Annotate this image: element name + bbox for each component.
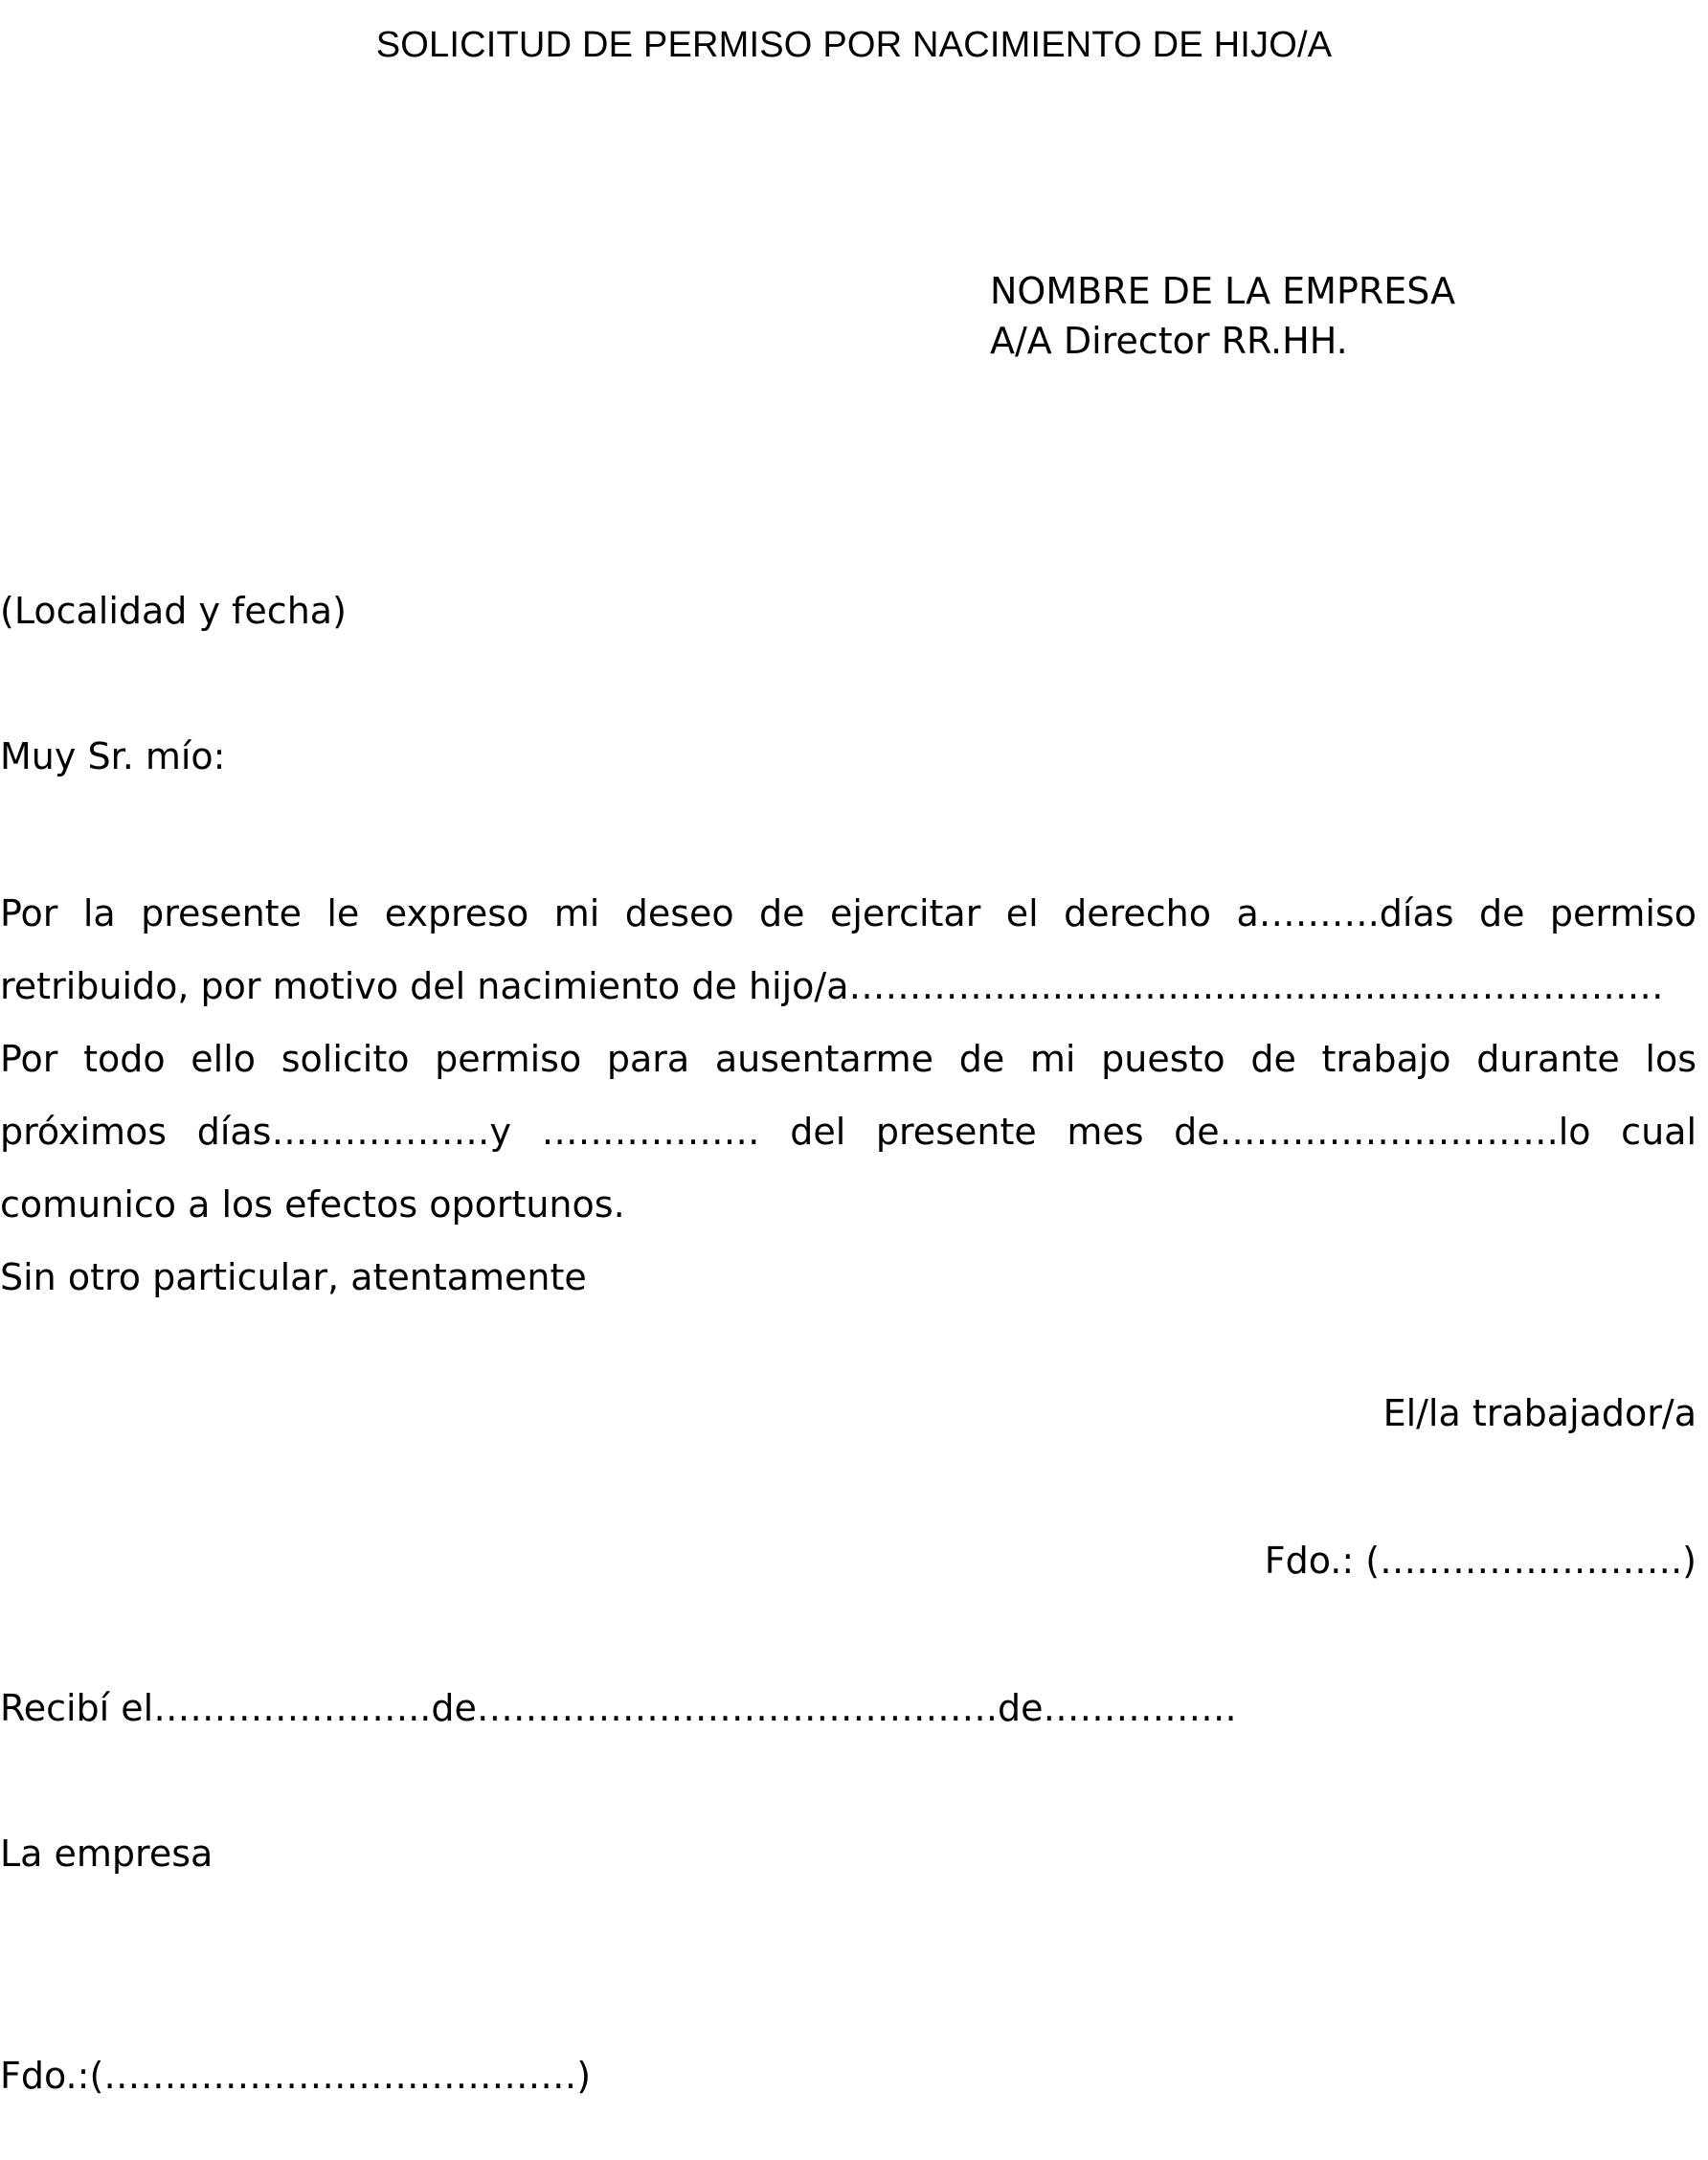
recipient-block [990, 266, 1455, 366]
body-line: retribuido, por motivo del nacimiento de hijo/a………….......................................……………… [0, 965, 1664, 1007]
salutation: Muy Sr. mío: [0, 735, 226, 777]
worker-signature: Fdo.: (…………………….) [1264, 1540, 1697, 1582]
body-line: comunico a los efectos oportunos. [0, 1183, 625, 1226]
body-line: próximos días………………y ……………… del presente mes de……………………….lo cual [0, 1111, 1697, 1153]
body-line: Por todo ello solicito permiso para ausentarme de mi puesto de trabajo durante los [0, 1038, 1697, 1080]
letter-body [0, 877, 1697, 1314]
recipient-attention: A/A Director RR.HH. [990, 320, 1348, 362]
document-title: SOLICITUD DE PERMISO POR NACIMIENTO DE HIJO/A [375, 25, 1333, 65]
place-and-date: (Localidad y fecha) [0, 590, 347, 632]
company-signature: Fdo.:(…………………………………) [0, 2055, 592, 2097]
worker-label: El/la trabajador/a [1382, 1392, 1697, 1434]
body-line: Por la presente le expreso mi deseo de ejercitar el derecho a……….días de permiso [0, 892, 1697, 934]
body-line: Sin otro particular, atentamente [0, 1256, 587, 1298]
received-line: Recibí el…………………..de…………………………………….de……………. [0, 1687, 1237, 1729]
company-label: La empresa [0, 1833, 214, 1875]
recipient-company: NOMBRE DE LA EMPRESA [990, 270, 1456, 312]
